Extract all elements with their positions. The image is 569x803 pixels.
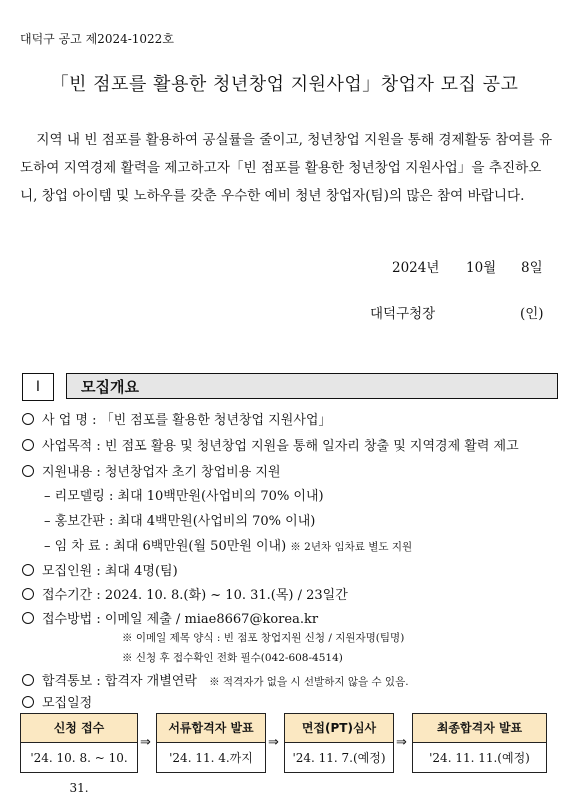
- page-title: 「빈 점포를 활용한 청년창업 지원사업」창업자 모집 공고: [50, 74, 519, 95]
- item-schedule-text: 모집일정: [42, 696, 93, 711]
- circle-bullet-icon: [22, 696, 34, 708]
- item-period-text: 접수기간 : 2024. 10. 8.(화) ~ 10. 31.(목) / 23일간: [42, 588, 348, 603]
- notice-reference-number: 대덕구 공고 제2024-1022호: [20, 32, 174, 46]
- schedule-step-date: '24. 11. 4.까지: [169, 751, 253, 765]
- item-method: [22, 608, 318, 627]
- circle-bullet-icon: [22, 564, 34, 576]
- section-title: 모집개요: [66, 373, 558, 399]
- schedule-step-date: '24. 10. 8. ~ 10. 31.: [30, 751, 128, 795]
- schedule-step-label: 신청 접수: [21, 714, 137, 743]
- circle-bullet-icon: [22, 439, 34, 451]
- item-schedule: [22, 692, 92, 711]
- schedule-step-label: 면접(PT)심사: [285, 714, 393, 743]
- item-sub-rent: [44, 535, 412, 554]
- arrow-right-icon: ⇒: [140, 735, 151, 750]
- intro-paragraph: 지역 내 빈 점포를 활용하여 공실률을 줄이고, 청년창업 지원을 통해 경제활동 참여를 유도하여 지역경제 활력을 제고하고자「빈 점포를 활용한 청년창업 지원사업」을 추진하오니, 창업 아이템 및 노하우를 갖춘 우수한 예비 청년 창업자(팀)의 많은 참여 바랍니다.: [20, 132, 553, 204]
- date-year: 2024년: [392, 260, 440, 276]
- item-notice-note: ※ 적격자가 없을 시 선발하지 않을 수 있음.: [209, 676, 409, 688]
- item-project: [22, 409, 331, 428]
- circle-bullet-icon: [22, 612, 34, 624]
- item-content: [22, 461, 281, 480]
- section-number: Ⅰ: [22, 373, 54, 401]
- circle-bullet-icon: [22, 465, 34, 477]
- method-note-email-format: ※ 이메일 제목 양식 : 빈 점포 창업지원 신청 / 지원자명(팀명): [122, 632, 405, 644]
- schedule-step-date: '24. 11. 11.(예정): [429, 751, 530, 765]
- date-day: 8일: [521, 260, 543, 276]
- item-project-text: 사 업 명 : 「빈 점포를 활용한 청년창업 지원사업」: [42, 413, 332, 428]
- schedule-step-final-result: [412, 713, 547, 773]
- arrow-right-icon: ⇒: [396, 735, 407, 750]
- item-notice-text: 합격통보 : 합격자 개별연락: [42, 674, 197, 689]
- schedule-step-application: [20, 713, 138, 795]
- item-notice: [22, 670, 409, 689]
- method-note-phone: ※ 신청 후 접수확인 전화 필수(042-608-4514): [122, 652, 343, 664]
- item-sub-rent-note: ※ 2년차 임차료 별도 지원: [290, 541, 413, 553]
- item-sub-rent-text: – 임 차 료 : 최대 6백만원(월 50만원 이내): [44, 539, 287, 554]
- schedule-step-date: '24. 11. 7.(예정): [292, 751, 386, 765]
- section-header: [22, 373, 558, 401]
- signer-seal: (인): [520, 306, 544, 322]
- circle-bullet-icon: [22, 413, 34, 425]
- circle-bullet-icon: [22, 588, 34, 600]
- schedule-step-interview: [284, 713, 394, 773]
- signer-name: 대덕구청장: [370, 306, 436, 322]
- item-period: [22, 584, 348, 603]
- schedule-step-label: 서류합격자 발표: [157, 714, 265, 743]
- date-month: 10월: [466, 260, 497, 276]
- schedule-step-document-result: [156, 713, 266, 773]
- item-purpose: [22, 435, 519, 454]
- item-content-text: 지원내용 : 청년창업자 초기 창업비용 지원: [42, 465, 281, 480]
- schedule-step-label: 최종합격자 발표: [413, 714, 546, 743]
- circle-bullet-icon: [22, 674, 34, 686]
- item-sub-remodeling: – 리모델링 : 최대 10백만원(사업비의 70% 이내): [44, 489, 324, 504]
- item-recruits-text: 모집인원 : 최대 4명(팀): [42, 564, 178, 579]
- item-recruits: [22, 560, 178, 579]
- item-method-text: 접수방법 : 이메일 제출 / miae8667@korea.kr: [42, 612, 319, 627]
- arrow-right-icon: ⇒: [268, 735, 279, 750]
- item-sub-signboard: – 홍보간판 : 최대 4백만원(사업비의 70% 이내): [44, 514, 316, 529]
- item-purpose-text: 사업목적 : 빈 점포 활용 및 청년창업 지원을 통해 일자리 창출 및 지역경제 활력 제고: [42, 439, 519, 454]
